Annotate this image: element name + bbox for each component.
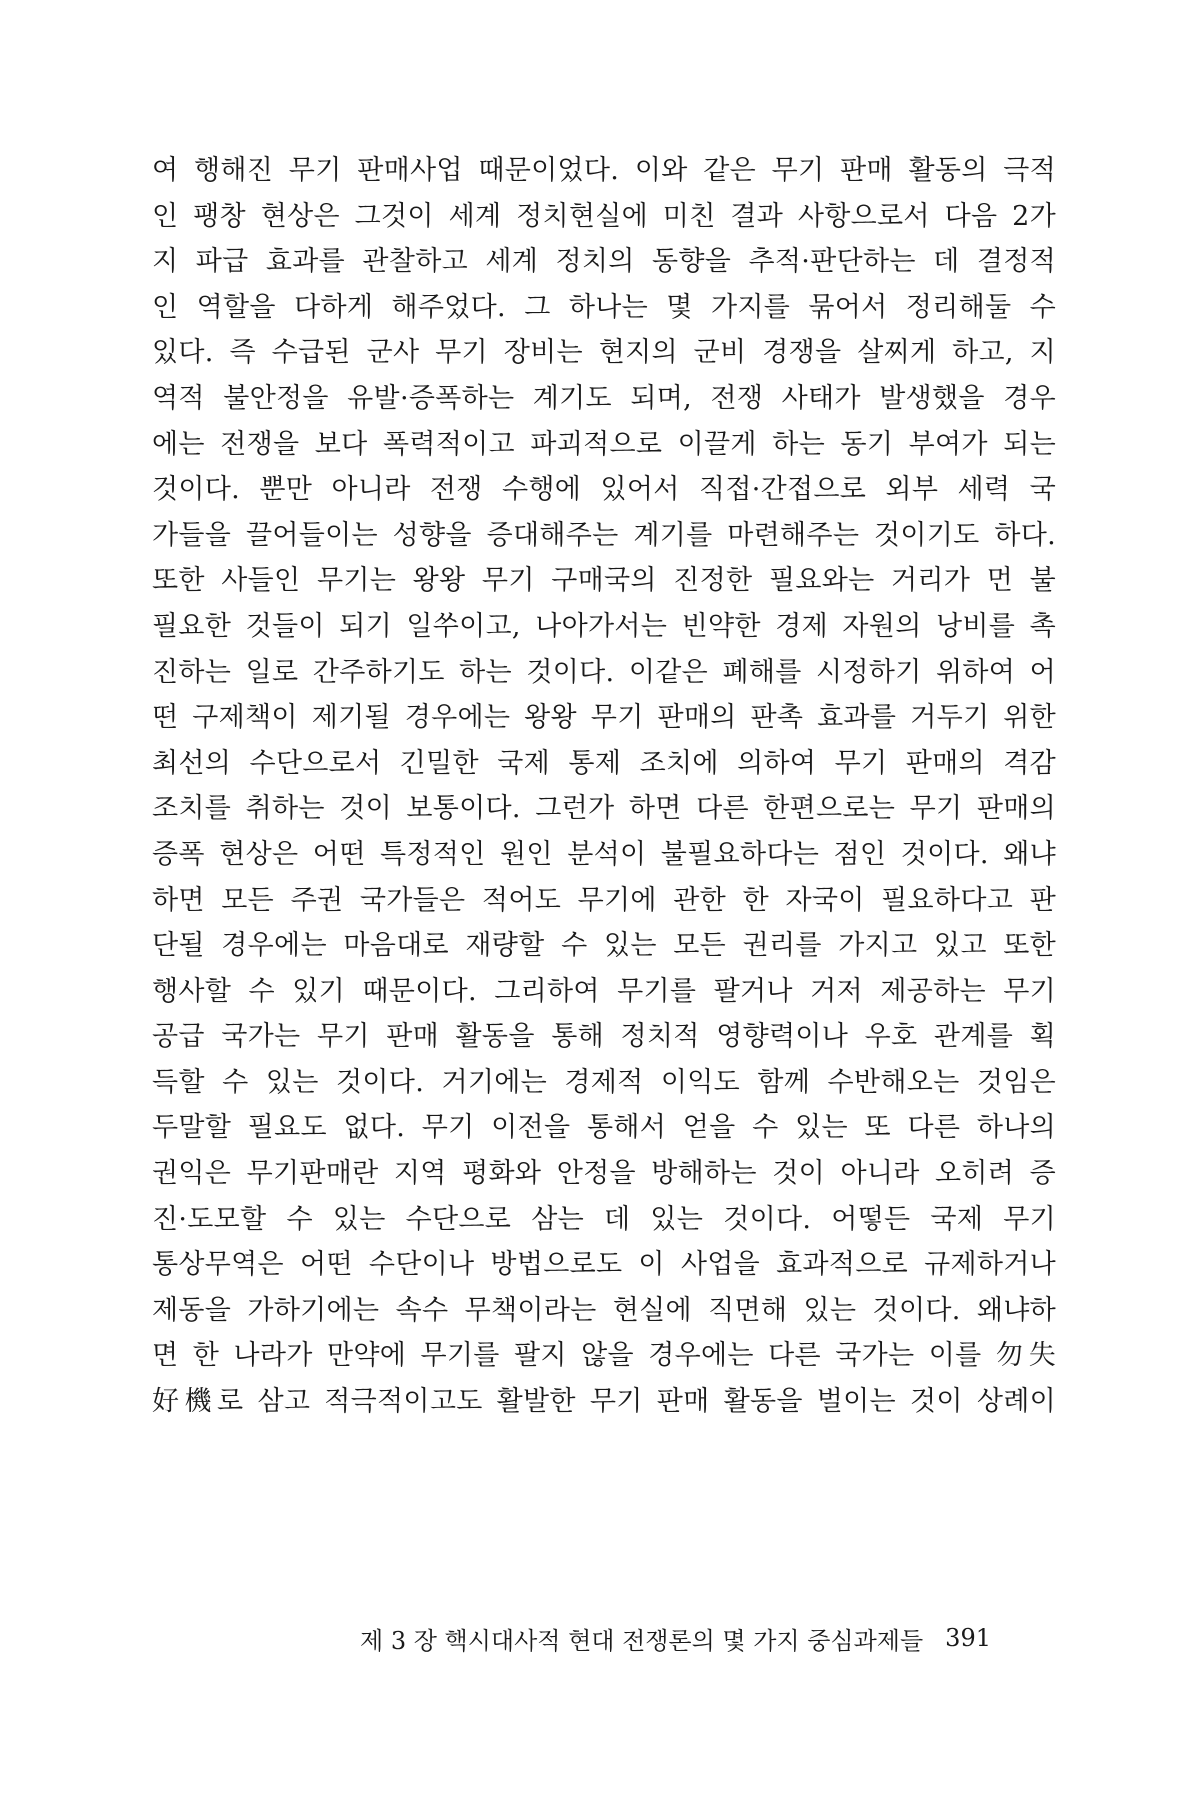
text-line: 인 팽창 현상은 그것이 세계 정치현실에 미친 결과 사항으로서 다음 2가 (152, 200, 1056, 232)
text-line: 지 파급 효과를 관찰하고 세계 정치의 동향을 추적·판단하는 데 결정적 (152, 246, 1056, 278)
text-line: 제동을 가하기에는 속수 무책이라는 현실에 직면해 있는 것이다. 왜냐하 (152, 1294, 1056, 1326)
text-line: 조치를 취하는 것이 보통이다. 그런가 하면 다른 한편으로는 무기 판매의 (152, 793, 1056, 825)
text-line: 여 행해진 무기 판매사업 때문이었다. 이와 같은 무기 판매 활동의 극적 (152, 155, 1056, 186)
chapter-title: 제 3 장 핵시대사적 현대 전쟁론의 몇 가지 중심과제들 (360, 1626, 924, 1655)
text-line: 증폭 현상은 어떤 특정적인 원인 분석이 불필요하다는 점인 것이다. 왜냐 (152, 838, 1056, 870)
text-line: 권익은 무기판매란 지역 평화와 안정을 방해하는 것이 아니라 오히려 증 (152, 1158, 1056, 1190)
text-line: 공급 국가는 무기 판매 활동을 통해 정치적 영향력이나 우호 관계를 획 (152, 1021, 1056, 1053)
text-line: 또한 사들인 무기는 왕왕 무기 구매국의 진정한 필요와는 거리가 먼 불 (152, 565, 1056, 597)
text-line: 있다. 즉 수급된 군사 무기 장비는 현지의 군비 경쟁을 살찌게 하고, 지 (152, 337, 1056, 369)
text-line: 득할 수 있는 것이다. 거기에는 경제적 이익도 함께 수반해오는 것임은 (152, 1066, 1056, 1098)
text-line: 면 한 나라가 만약에 무기를 팔지 않을 경우에는 다른 국가는 이를 勿失 (152, 1340, 1056, 1372)
text-line: 단될 경우에는 마음대로 재량할 수 있는 모든 권리를 가지고 있고 또한 (152, 930, 1056, 962)
text-line: 떤 구제책이 제기될 경우에는 왕왕 무기 판매의 판촉 효과를 거두기 위한 (152, 702, 1056, 734)
text-line: 것이다. 뿐만 아니라 전쟁 수행에 있어서 직접·간접으로 외부 세력 국 (152, 474, 1056, 506)
page-number: 391 (945, 1624, 991, 1652)
text-line: 진·도모할 수 있는 수단으로 삼는 데 있는 것이다. 어떻든 국제 무기 (152, 1203, 1056, 1235)
body-text (152, 148, 1056, 1425)
text-line: 好機로 삼고 적극적이고도 활발한 무기 판매 활동을 벌이는 것이 상례이 (152, 1386, 1056, 1418)
running-footer (360, 1618, 1040, 1658)
text-line: 통상무역은 어떤 수단이나 방법으로도 이 사업을 효과적으로 규제하거나 (152, 1249, 1056, 1281)
text-line: 두말할 필요도 없다. 무기 이전을 통해서 얻을 수 있는 또 다른 하나의 (152, 1112, 1056, 1144)
text-line: 하면 모든 주권 국가들은 적어도 무기에 관한 한 자국이 필요하다고 판 (152, 884, 1056, 916)
text-line: 가들을 끌어들이는 성향을 증대해주는 계기를 마련해주는 것이기도 하다. (152, 519, 1056, 551)
text-line: 인 역할을 다하게 해주었다. 그 하나는 몇 가지를 묶어서 정리해둘 수 (152, 291, 1056, 323)
text-line: 에는 전쟁을 보다 폭력적이고 파괴적으로 이끌게 하는 동기 부여가 되는 (152, 428, 1056, 460)
text-line: 최선의 수단으로서 긴밀한 국제 통제 조치에 의하여 무기 판매의 격감 (152, 747, 1056, 779)
text-line: 필요한 것들이 되기 일쑤이고, 나아가서는 빈약한 경제 자원의 낭비를 촉 (152, 610, 1056, 642)
text-line: 진하는 일로 간주하기도 하는 것이다. 이같은 폐해를 시정하기 위하여 어 (152, 656, 1056, 688)
text-line: 역적 불안정을 유발·증폭하는 계기도 되며, 전쟁 사태가 발생했을 경우 (152, 382, 1056, 414)
text-line: 행사할 수 있기 때문이다. 그리하여 무기를 팔거나 거저 제공하는 무기 (152, 975, 1056, 1007)
